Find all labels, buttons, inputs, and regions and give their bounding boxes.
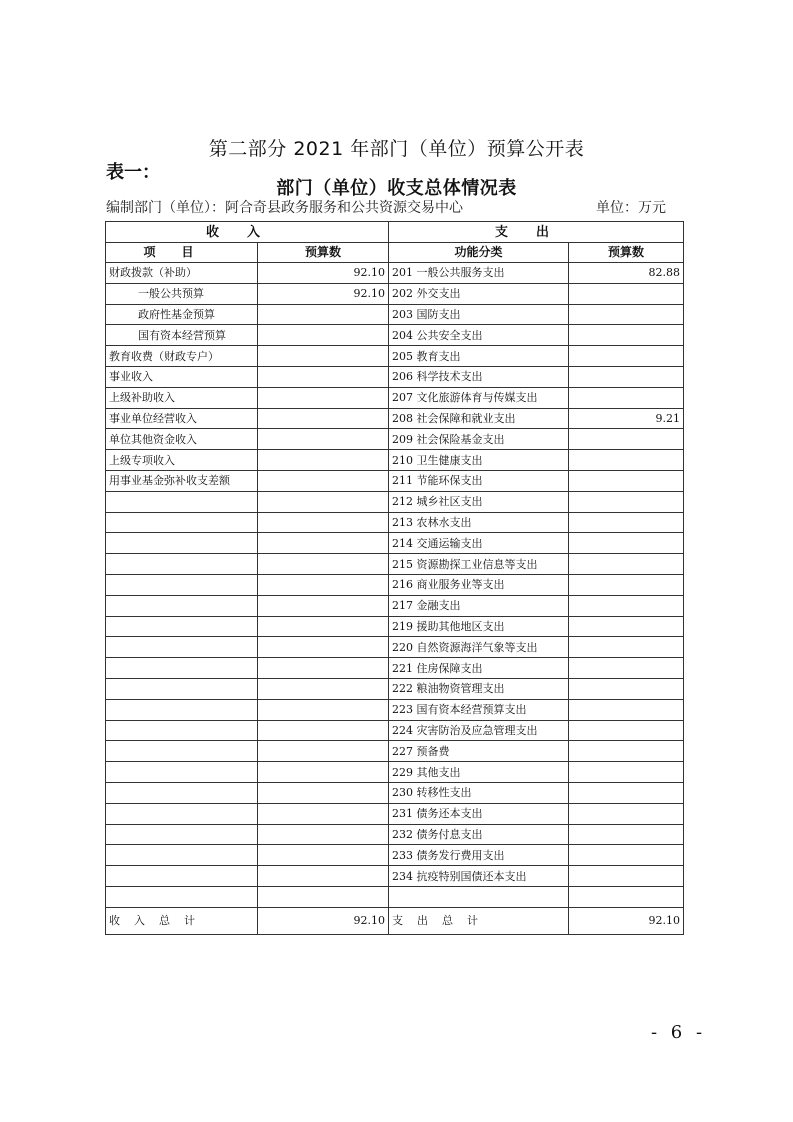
expense-item-cell: 201 一般公共服务支出 <box>389 263 569 284</box>
expense-item-cell: 206 科学技术支出 <box>389 366 569 387</box>
expense-item-cell: 229 其他支出 <box>389 762 569 783</box>
expense-item-cell: 212 城乡社区支出 <box>389 491 569 512</box>
expense-amount-cell <box>569 658 684 679</box>
expense-item-cell: 215 资源勘探工业信息等支出 <box>389 554 569 575</box>
expense-item-cell: 209 社会保险基金支出 <box>389 429 569 450</box>
income-amount-header: 预算数 <box>258 243 389 263</box>
income-item-cell: 政府性基金预算 <box>106 304 258 325</box>
expense-amount-cell <box>569 554 684 575</box>
table-row <box>106 491 684 512</box>
table-row <box>106 429 684 450</box>
expense-amount-cell <box>569 741 684 762</box>
expense-amount-header: 预算数 <box>569 243 684 263</box>
income-item-cell <box>106 824 258 845</box>
expense-amount-cell <box>569 450 684 471</box>
table-row <box>106 824 684 845</box>
expense-amount-cell: 9.21 <box>569 408 684 429</box>
income-amount-cell <box>258 741 389 762</box>
table-row <box>106 325 684 346</box>
table-row <box>106 554 684 575</box>
income-amount-cell <box>258 803 389 824</box>
expense-item-cell: 233 债务发行费用支出 <box>389 845 569 866</box>
income-item-cell <box>106 678 258 699</box>
income-amount-cell <box>258 720 389 741</box>
income-amount-cell <box>258 658 389 679</box>
expense-amount-cell: 82.88 <box>569 263 684 284</box>
expense-item-cell: 205 教育支出 <box>389 346 569 367</box>
income-item-cell <box>106 554 258 575</box>
unit-label: 单位：万元 <box>596 200 666 216</box>
expense-amount-cell <box>569 325 684 346</box>
income-item-cell <box>106 637 258 658</box>
budget-table <box>105 221 684 935</box>
table-row <box>106 699 684 720</box>
column-header-row <box>106 243 684 263</box>
income-amount-cell <box>258 678 389 699</box>
income-header: 收入 <box>106 222 389 243</box>
income-amount-cell <box>258 637 389 658</box>
income-amount-cell <box>258 491 389 512</box>
expense-amount-cell <box>569 824 684 845</box>
income-total-label: 收入总计 <box>106 907 258 934</box>
income-item-cell <box>106 886 258 907</box>
expense-item-cell: 202 外交支出 <box>389 283 569 304</box>
income-total-value: 92.10 <box>258 907 389 934</box>
income-amount-cell <box>258 824 389 845</box>
expense-amount-cell <box>569 304 684 325</box>
income-item-cell <box>106 491 258 512</box>
total-row <box>106 907 684 934</box>
expense-amount-cell <box>569 512 684 533</box>
income-amount-cell <box>258 762 389 783</box>
income-item-cell: 上级专项收入 <box>106 450 258 471</box>
expense-item-cell: 204 公共安全支出 <box>389 325 569 346</box>
expense-amount-cell <box>569 366 684 387</box>
expense-amount-cell <box>569 866 684 887</box>
income-item-cell <box>106 866 258 887</box>
income-amount-cell <box>258 366 389 387</box>
income-item-cell <box>106 533 258 554</box>
income-amount-cell <box>258 387 389 408</box>
table-row <box>106 741 684 762</box>
expense-amount-cell <box>569 637 684 658</box>
table-row <box>106 616 684 637</box>
income-amount-cell <box>258 616 389 637</box>
income-amount-cell <box>258 533 389 554</box>
expense-amount-cell <box>569 886 684 907</box>
expense-item-cell: 224 灾害防治及应急管理支出 <box>389 720 569 741</box>
expense-item-cell: 216 商业服务业等支出 <box>389 574 569 595</box>
expense-amount-cell <box>569 803 684 824</box>
compiling-department: 编制部门（单位）：阿合奇县政务服务和公共资源交易中心 <box>106 200 463 216</box>
income-amount-cell <box>258 325 389 346</box>
income-item-cell: 事业单位经营收入 <box>106 408 258 429</box>
income-amount-cell <box>258 429 389 450</box>
table-row <box>106 283 684 304</box>
table-row <box>106 678 684 699</box>
expense-item-cell: 232 债务付息支出 <box>389 824 569 845</box>
income-amount-cell: 92.10 <box>258 263 389 284</box>
income-item-cell: 上级补助收入 <box>106 387 258 408</box>
income-item-cell: 教育收费（财政专户） <box>106 346 258 367</box>
expense-amount-cell <box>569 678 684 699</box>
page-number: - 6 - <box>651 1022 707 1043</box>
income-item-cell: 财政拨款（补助） <box>106 263 258 284</box>
expense-item-cell: 208 社会保障和就业支出 <box>389 408 569 429</box>
expense-item-cell: 213 农林水支出 <box>389 512 569 533</box>
expense-amount-cell <box>569 346 684 367</box>
income-item-cell: 一般公共预算 <box>106 283 258 304</box>
table-row <box>106 574 684 595</box>
income-amount-cell <box>258 304 389 325</box>
expense-item-cell: 219 援助其他地区支出 <box>389 616 569 637</box>
income-item-cell: 事业收入 <box>106 366 258 387</box>
expense-item-cell: 207 文化旅游体育与传媒支出 <box>389 387 569 408</box>
expense-amount-cell <box>569 845 684 866</box>
table-row <box>106 866 684 887</box>
table-row <box>106 450 684 471</box>
income-item-cell <box>106 720 258 741</box>
table-row <box>106 387 684 408</box>
table-row <box>106 762 684 783</box>
income-amount-cell <box>258 346 389 367</box>
expense-item-cell: 214 交通运输支出 <box>389 533 569 554</box>
income-item-cell <box>106 741 258 762</box>
expense-item-cell: 220 自然资源海洋气象等支出 <box>389 637 569 658</box>
expense-item-cell: 221 住房保障支出 <box>389 658 569 679</box>
income-item-cell <box>106 512 258 533</box>
table-row <box>106 658 684 679</box>
income-amount-cell <box>258 886 389 907</box>
income-item-cell <box>106 658 258 679</box>
expense-amount-cell <box>569 616 684 637</box>
table-row <box>106 366 684 387</box>
expense-item-cell: 227 预备费 <box>389 741 569 762</box>
part-title: 第二部分 2021 年部门（单位）预算公开表 <box>208 138 585 160</box>
table-row <box>106 304 684 325</box>
table-title: 部门（单位）收支总体情况表 <box>276 178 517 199</box>
expense-total-value: 92.10 <box>569 907 684 934</box>
expense-amount-cell <box>569 574 684 595</box>
table-row <box>106 886 684 907</box>
income-amount-cell <box>258 595 389 616</box>
income-amount-cell <box>258 574 389 595</box>
income-item-cell <box>106 762 258 783</box>
table-row <box>106 470 684 491</box>
income-item-cell <box>106 782 258 803</box>
income-amount-cell <box>258 845 389 866</box>
section-header-row <box>106 222 684 243</box>
expense-amount-cell <box>569 720 684 741</box>
expense-amount-cell <box>569 533 684 554</box>
expense-amount-cell <box>569 595 684 616</box>
income-item-cell <box>106 845 258 866</box>
expense-amount-cell <box>569 762 684 783</box>
income-item-cell <box>106 616 258 637</box>
income-amount-cell <box>258 554 389 575</box>
income-amount-cell <box>258 699 389 720</box>
table-row <box>106 263 684 284</box>
expense-amount-cell <box>569 387 684 408</box>
table-row <box>106 803 684 824</box>
expense-item-cell: 223 国有资本经营预算支出 <box>389 699 569 720</box>
income-item-header: 项目 <box>106 243 258 263</box>
expense-header: 支出 <box>389 222 684 243</box>
income-item-cell <box>106 574 258 595</box>
income-item-cell: 单位其他资金收入 <box>106 429 258 450</box>
expense-item-cell: 234 抗疫特别国债还本支出 <box>389 866 569 887</box>
expense-item-cell: 210 卫生健康支出 <box>389 450 569 471</box>
income-amount-cell <box>258 470 389 491</box>
table-row <box>106 845 684 866</box>
expense-total-label: 支出总计 <box>389 907 569 934</box>
expense-item-cell: 230 转移性支出 <box>389 782 569 803</box>
income-amount-cell <box>258 782 389 803</box>
income-amount-cell: 92.10 <box>258 283 389 304</box>
table-row <box>106 533 684 554</box>
table-row <box>106 346 684 367</box>
table-row <box>106 720 684 741</box>
income-item-cell <box>106 595 258 616</box>
income-item-cell <box>106 699 258 720</box>
expense-amount-cell <box>569 699 684 720</box>
expense-amount-cell <box>569 491 684 512</box>
income-amount-cell <box>258 408 389 429</box>
table-row <box>106 512 684 533</box>
expense-amount-cell <box>569 429 684 450</box>
expense-amount-cell <box>569 470 684 491</box>
income-amount-cell <box>258 450 389 471</box>
table-row <box>106 637 684 658</box>
income-amount-cell <box>258 866 389 887</box>
expense-item-cell: 217 金融支出 <box>389 595 569 616</box>
expense-item-cell: 203 国防支出 <box>389 304 569 325</box>
table-row <box>106 782 684 803</box>
expense-item-cell <box>389 886 569 907</box>
table-label: 表一： <box>106 162 160 183</box>
income-item-cell <box>106 803 258 824</box>
income-item-cell: 国有资本经营预算 <box>106 325 258 346</box>
expense-item-header: 功能分类 <box>389 243 569 263</box>
income-item-cell: 用事业基金弥补收支差额 <box>106 470 258 491</box>
expense-item-cell: 222 粮油物资管理支出 <box>389 678 569 699</box>
table-row <box>106 595 684 616</box>
expense-item-cell: 211 节能环保支出 <box>389 470 569 491</box>
table-row <box>106 408 684 429</box>
expense-amount-cell <box>569 283 684 304</box>
expense-item-cell: 231 债务还本支出 <box>389 803 569 824</box>
expense-amount-cell <box>569 782 684 803</box>
income-amount-cell <box>258 512 389 533</box>
